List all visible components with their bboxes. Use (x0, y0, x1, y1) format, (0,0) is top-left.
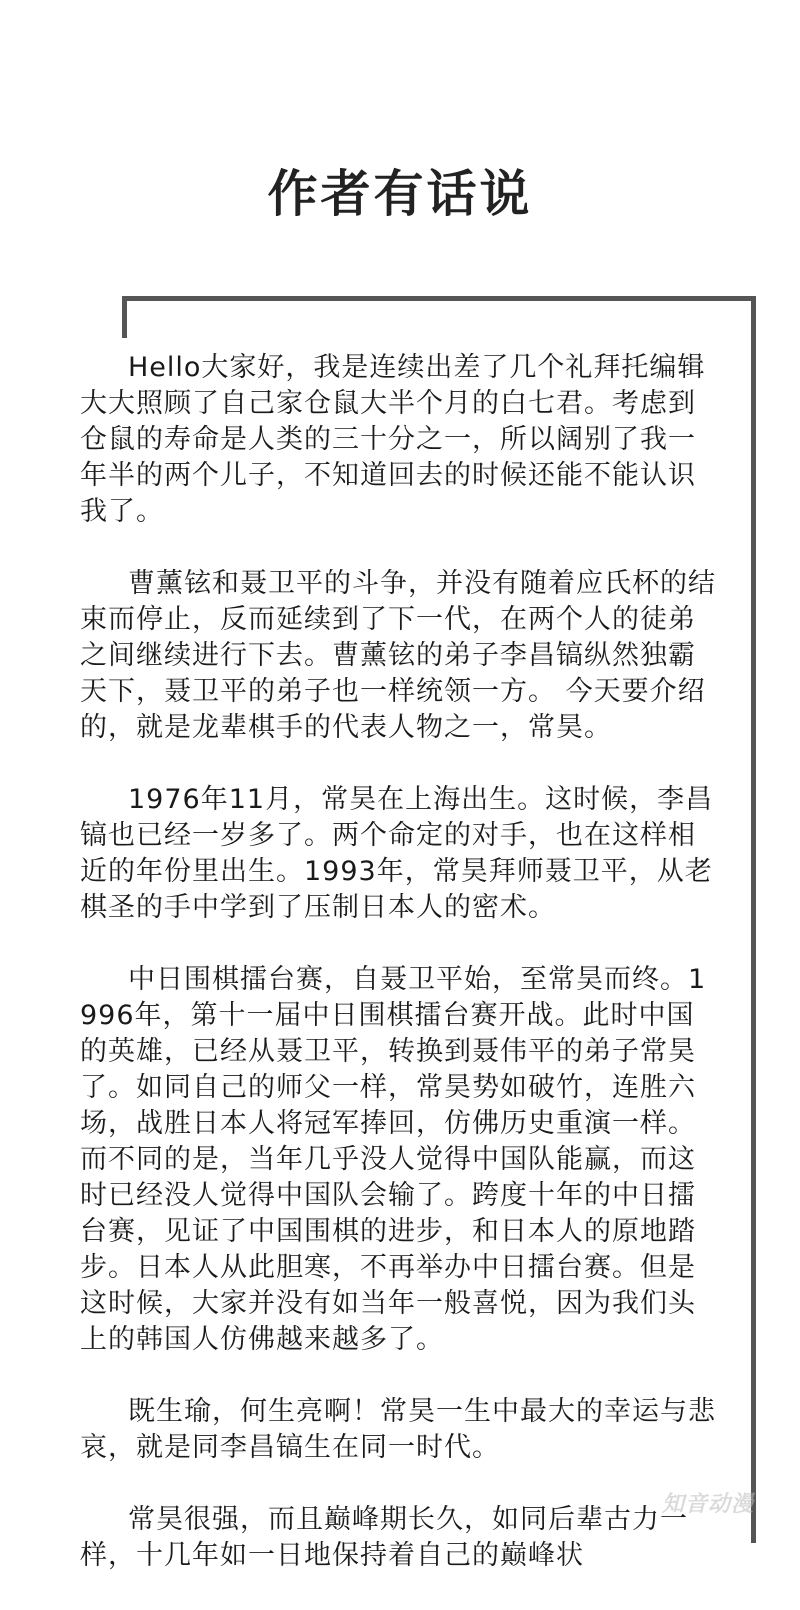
watermark-logo: 知音动漫 (662, 1492, 755, 1517)
paragraph-2: 曹薰铉和聂卫平的斗争，并没有随着应氏杯的结束而停止，反而延续到了下一代，在两个人的徒弟之间继续进行下去。曹薰铉的弟子李昌镐纵然独霸天下，聂卫平的弟子也一样统领一方。 今天要介绍的，就是龙辈棋手的代表人物之一，常昊。 (80, 568, 716, 743)
paragraph-6: 常昊很强，而且巅峰期长久，如同后辈古力一样，十几年如一日地保持着自己的巅峰状 (80, 1504, 688, 1571)
paragraph-3: 1976年11月，常昊在上海出生。这时候，李昌镐也已经一岁多了。两个命定的对手，也在这样相近的年份里出生。1993年，常昊拜师聂卫平，从老棋圣的手中学到了压制日本人的密术。 (80, 784, 714, 923)
paragraph-5: 既生瑜，何生亮啊！常昊一生中最大的幸运与悲哀，就是同李昌镐生在同一时代。 (80, 1396, 716, 1463)
frame-right-border (751, 296, 756, 1543)
page-title: 作者有话说 (267, 163, 533, 223)
frame-left-tick (122, 296, 127, 338)
paragraph-4: 中日围棋擂台赛，自聂卫平始，至常昊而终。1996年，第十一届中日围棋擂台赛开战。此时中国的英雄，已经从聂卫平，转换到聂伟平的弟子常昊了。如同自己的师父一样，常昊势如破竹，连胜六场，战胜日本人将冠军捧回，仿佛历史重演一样。而不同的是，当年几乎没人觉得中国队能赢，而这时已经没人觉得中国队会输了。跨度十年的中日擂台赛，见证了中国围棋的进步，和日本人的原地踏步。日本人从此胆寒，不再举办中日擂台赛。但是这时候，大家并没有如当年一般喜悦，因为我们头上的韩国人仿佛越来越多了。 (80, 964, 707, 1355)
paragraph-1: Hello大家好，我是连续出差了几个礼拜托编辑大大照顾了自己家仓鼠大半个月的白七君。考虑到仓鼠的寿命是人类的三十分之一，所以阔别了我一年半的两个儿子，不知道回去的时候还能不能认识我了。 (80, 352, 706, 527)
frame-top-border (122, 296, 756, 301)
author-note-body (80, 350, 722, 1610)
